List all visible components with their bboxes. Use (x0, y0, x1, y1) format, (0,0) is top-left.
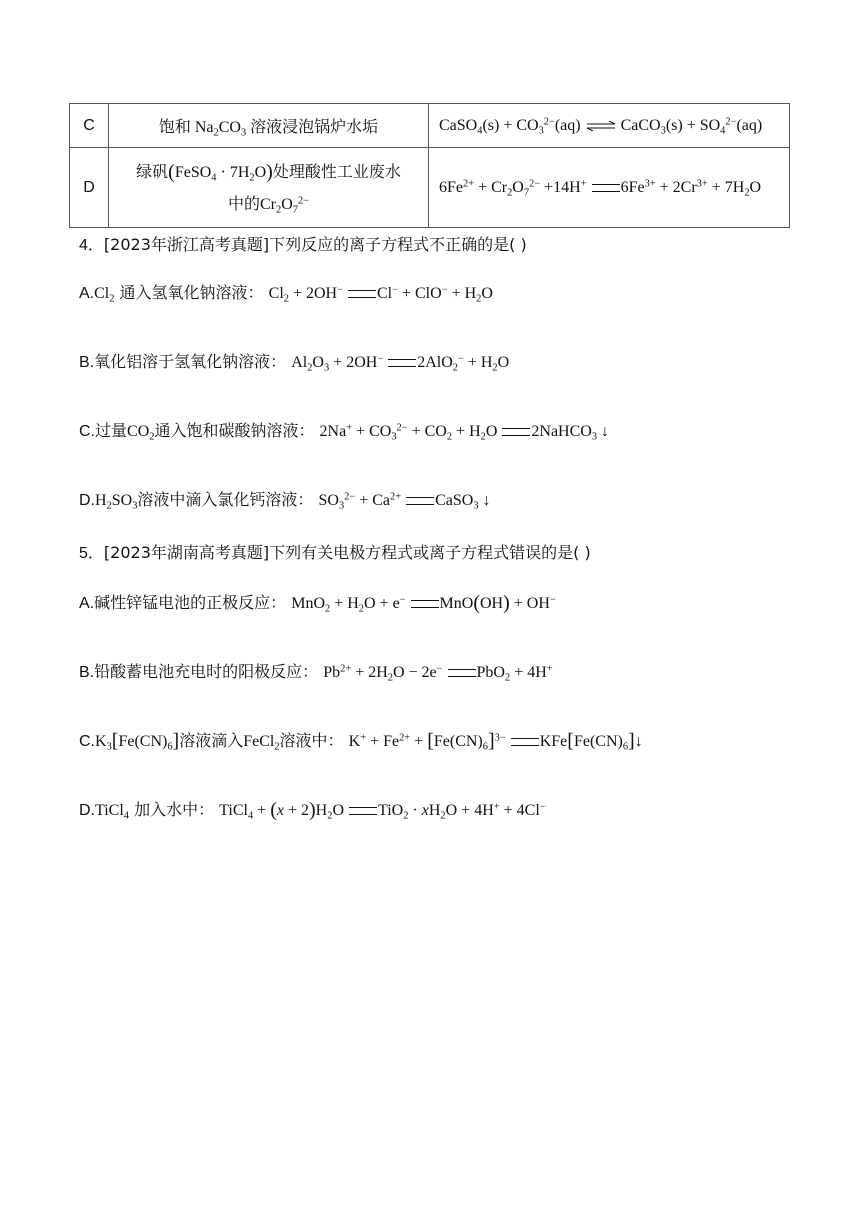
table-row (70, 148, 790, 228)
reversible-arrow-icon (586, 121, 616, 131)
q4-option-c: C.过量$CO_2$通入饱和碳酸钠溶液： $2Na^+ + CO_3^{2-} + CO_2 + H_2O$ 2NaHCO$_3$ ↓ (79, 421, 610, 443)
question-4-stem: 4．[2023年浙江高考真题]下列反应的离子方程式不正确的是( ) (79, 235, 527, 254)
q4-option-d: $D.H_2SO_3$溶液中滴入氯化钙溶液： $SO_3^{2-} + Ca^{2+}$ CaSO$_3$ ↓ (79, 490, 491, 512)
q5-option-d: D.TiCl$_4$ 加入水中： TiCl$_4$ + $(x + 2)H_2O$ $TiO_2 \cdot xH_2O + 4H^+ + 4Cl^-$ (79, 799, 546, 822)
row-description: 绿矾(FeSO$_4$ · $7H_2O$)处理酸性工业废水 中的$Cr_2O_7^{2-}$ (109, 148, 429, 228)
q4-option-a: $A.Cl_2$ 通入氢氧化钠溶液： $Cl_2 + 2OH^-$ $Cl^- + ClO^- + H_2O$ (79, 283, 493, 305)
q5-option-a: A.碱性锌锰电池的正极反应： $MnO_2 + H_2O + e^-$ MnO(OH) + OH− (79, 592, 556, 615)
row-label: D (70, 148, 109, 228)
row-equation: $6Fe^{2+} + Cr_2O_7^{2-} +14H^+$ $6Fe^{3+} + 2Cr^{3+} + 7H_2O$ (429, 148, 790, 228)
row-equation: CaSO$_4$(s) + $CO_3^{2-}(aq)$ CaCO$_3$(s) + $SO_4^{2-}(aq)$ (429, 104, 790, 148)
row-description: 饱和 $Na_2CO_3$ 溶液浸泡锅炉水垢 (109, 104, 429, 148)
question-5-stem: 5．[2023年湖南高考真题]下列有关电极方程式或离子方程式错误的是( ) (79, 543, 591, 562)
options-table (69, 103, 790, 228)
q5-option-b: B.铅酸蓄电池充电时的阳极反应： $Pb^{2+} + 2H_2O - 2e^-$ PbO$_2$ + 4H+ (79, 662, 553, 684)
table-row (70, 104, 790, 148)
q4-option-b: B.氧化铝溶于氢氧化钠溶液： $Al_2O_3 + 2OH^-$ $2AlO_2^- + H_2O$ (79, 352, 510, 374)
row-label: C (70, 104, 109, 148)
q5-option-c: $C.K_3[Fe(CN)_6]$溶液滴入FeCl$_2$溶液中： $K^+ + Fe^{2+} + [Fe(CN)_6]^{3-}$ $KFe[Fe(CN)_6]↓$ (79, 730, 643, 753)
